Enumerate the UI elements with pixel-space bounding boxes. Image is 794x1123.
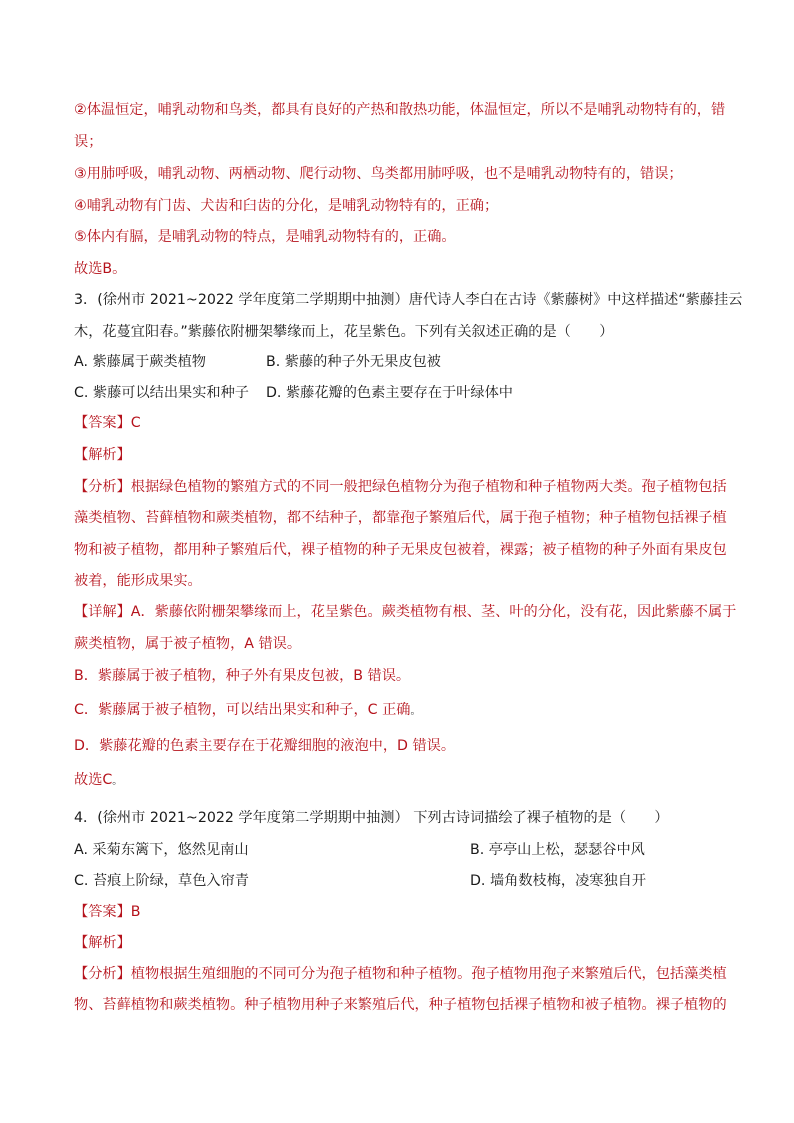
q3-analysis-heading: 【解析】 <box>74 447 131 463</box>
q3-choose <box>74 770 122 792</box>
q3-option-c: C. 紫藤可以结出果实和种子 <box>74 385 249 401</box>
point-5: ⑤体内有膈，是哺乳动物的特点，是哺乳动物特有的，正确。 <box>74 229 456 245</box>
q3-choose-period: 。 <box>112 776 123 787</box>
q3-xiangjie-period: 。 <box>410 706 421 717</box>
q4-options-row-1 <box>74 840 645 860</box>
point-2-line-2: 误； <box>74 134 103 150</box>
q3-fenxi-line-1 <box>74 477 727 497</box>
q3-options-row-1 <box>74 352 441 372</box>
choose-b: 故选B。 <box>74 261 127 277</box>
q3-option-d: D. 紫藤花瓣的色素主要存在于叶绿体中 <box>266 385 513 401</box>
q4-fenxi-line-2: 物、苔藓植物和蕨类植物。种子植物用种子来繁殖后代，种子植物包括裸子植物和被子植物。裸子植物的 <box>74 997 727 1013</box>
q3-fenxi-line-2: 藻类植物、苔藓植物和蕨类植物，都不结种子，都靠孢子繁殖后代，属于孢子植物；种子植物包括裸子植 <box>74 510 727 526</box>
q4-fenxi-tag: 【分析】 <box>74 966 131 982</box>
q3-xiangjie-line-1 <box>74 602 736 622</box>
q3-answer: 【答案】C <box>74 415 141 431</box>
q3-xiangjie-line-4 <box>74 700 420 722</box>
q3-xiangjie-line-5: D．紫藤花瓣的色素主要存在于花瓣细胞的液泡中，D 错误。 <box>74 738 456 754</box>
q3-xiangjie-line-3: B．紫藤属于被子植物，种子外有果皮包被，B 错误。 <box>74 668 411 684</box>
q3-option-b: B. 紫藤的种子外无果皮包被 <box>266 354 441 370</box>
q4-option-c: C. 苔痕上阶绿，草色入帘青 <box>74 873 249 889</box>
q4-answer: 【答案】B <box>74 904 141 920</box>
q3-stem-line-1: 3．(徐州市 2021~2022 学年度第二学期期中抽测）唐代诗人李白在古诗《紫藤树》中这样描述“紫藤挂云 <box>74 292 743 308</box>
q4-fenxi-line-1 <box>74 964 727 984</box>
q3-fenxi-line-3: 物和被子植物，都用种子繁殖后代，裸子植物的种子无果皮包被着，裸露；被子植物的种子外面有果皮包 <box>74 542 727 558</box>
q4-options-row-2 <box>74 871 647 891</box>
q3-fenxi-line-4: 被着，能形成果实。 <box>74 573 202 589</box>
q3-stem-line-2: 木，花蔓宜阳春。”紫藤依附栅架攀缘而上，花呈紫色。下列有关叙述正确的是（ ） <box>74 324 614 340</box>
q4-stem: 4．(徐州市 2021~2022 学年度第二学期期中抽测） 下列古诗词描绘了裸子植物的是（ ） <box>74 810 669 826</box>
q3-fenxi-tag: 【分析】 <box>74 479 131 495</box>
q3-option-a: A. 紫藤属于蕨类植物 <box>74 354 206 370</box>
q4-option-d: D. 墙角数枝梅，凌寒独自开 <box>470 873 647 889</box>
q3-choose-text: 故选C <box>74 772 113 788</box>
q3-xiangjie-text-1: A．紫藤依附栅架攀缘而上，花呈紫色。蕨类植物有根、茎、叶的分化，没有花，因此紫藤不属于 <box>130 604 737 620</box>
q3-xiangjie-text-4: C．紫藤属于被子植物，可以结出果实和种子，C 正确 <box>74 702 411 718</box>
point-2-line-1: ②体温恒定，哺乳动物和鸟类，都具有良好的产热和散热功能，体温恒定，所以不是哺乳动物特有的，错 <box>74 102 726 118</box>
point-4: ④哺乳动物有门齿、犬齿和臼齿的分化，是哺乳动物特有的，正确； <box>74 198 499 214</box>
point-3: ③用肺呼吸，哺乳动物、两栖动物、爬行动物、鸟类都用肺呼吸，也不是哺乳动物特有的，错误； <box>74 166 683 182</box>
q4-fenxi-text-1: 植物根据生殖细胞的不同可分为孢子植物和种子植物。孢子植物用孢子来繁殖后代，包括藻类植 <box>130 966 727 982</box>
q3-xiangjie-line-2: 蕨类植物，属于被子植物，A 错误。 <box>74 636 302 652</box>
q3-fenxi-text-1: 根据绿色植物的繁殖方式的不同一般把绿色植物分为孢子植物和种子植物两大类。孢子植物包括 <box>130 479 727 495</box>
q4-option-a: A. 采菊东篱下，悠然见南山 <box>74 842 249 858</box>
q3-xiangjie-tag: 【详解】 <box>74 604 131 620</box>
q4-option-b: B. 亭亭山上松，瑟瑟谷中风 <box>470 842 645 858</box>
q4-analysis-heading: 【解析】 <box>74 935 131 951</box>
q3-options-row-2 <box>74 383 513 403</box>
